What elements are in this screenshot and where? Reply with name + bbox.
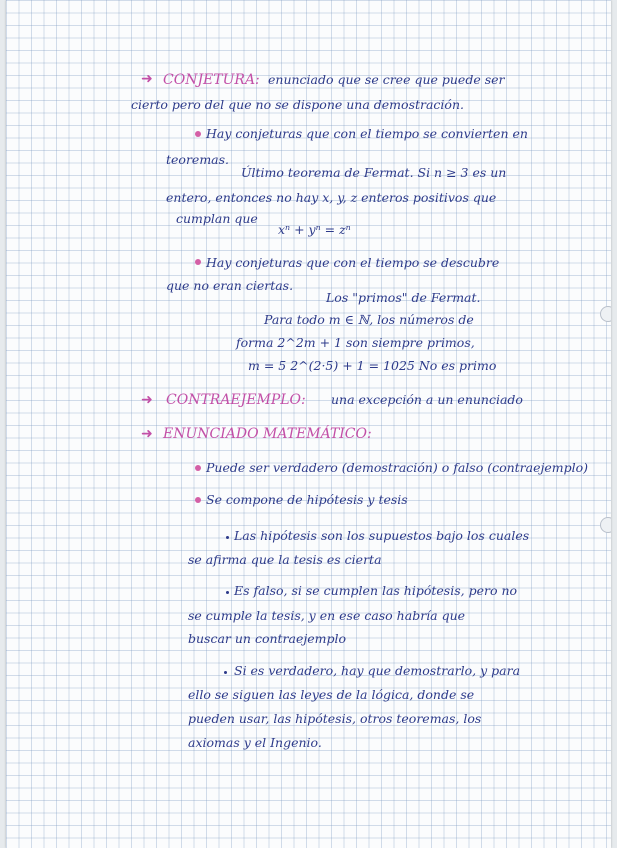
- note-line: m = 5 2^(2·5) + 1 = 1025 No es primo: [248, 358, 497, 373]
- sub-bullet-icon: [226, 536, 229, 539]
- arrow-icon: ➜: [141, 71, 153, 87]
- fermat-formula: xⁿ + yⁿ = zⁿ: [278, 222, 351, 237]
- sub-bullet-icon: [224, 671, 227, 674]
- note-line: forma 2^2m + 1 son siempre primos,: [236, 335, 475, 350]
- sub-bullet-icon: [226, 591, 229, 594]
- conjetura-term: CONJETURA:: [163, 72, 260, 88]
- bullet-icon: [195, 259, 201, 265]
- note-line: Para todo m ∈ ℕ, los números de: [264, 312, 474, 327]
- note-line: Hay conjeturas que con el tiempo se convierten en: [206, 126, 528, 141]
- note-line: se afirma que la tesis es cierta: [188, 552, 382, 567]
- notebook-page: [6, 0, 611, 848]
- bullet-icon: [195, 465, 201, 471]
- note-line: Si es verdadero, hay que demostrarlo, y para: [234, 663, 521, 678]
- note-line: se cumple la tesis, y en ese caso habría que: [188, 608, 466, 623]
- contraejemplo-definition: una excepción a un enunciado: [331, 392, 523, 407]
- contraejemplo-term: CONTRAEJEMPLO:: [166, 392, 306, 408]
- punch-hole: [600, 306, 611, 322]
- note-line: Puede ser verdadero (demostración) o falso (contraejemplo): [206, 460, 589, 475]
- note-line: Se compone de hipótesis y tesis: [206, 492, 408, 507]
- punch-hole: [600, 517, 611, 533]
- bullet-icon: [195, 131, 201, 137]
- conjetura-definition-line: cierto pero del que no se dispone una demostración.: [131, 97, 464, 112]
- enunciado-term: ENUNCIADO MATEMÁTICO:: [163, 426, 372, 442]
- note-line: teoremas.: [166, 152, 230, 167]
- note-line: Las hipótesis son los supuestos bajo los cuales: [234, 528, 530, 543]
- note-line: Los "primos" de Fermat.: [326, 290, 481, 305]
- note-line: Es falso, si se cumplen las hipótesis, pero no: [234, 583, 518, 598]
- note-line: axiomas y el Ingenio.: [188, 735, 322, 750]
- note-line: entero, entonces no hay x, y, z enteros positivos que: [166, 190, 497, 205]
- conjetura-definition-line: enunciado que se cree que puede ser: [268, 72, 505, 87]
- bullet-icon: [195, 497, 201, 503]
- arrow-icon: ➜: [141, 392, 153, 408]
- note-line: que no eran ciertas.: [166, 278, 294, 293]
- fermat-theorem-line: Último teorema de Fermat. Si n ≥ 3 es un: [241, 165, 507, 180]
- note-line: buscar un contraejemplo: [188, 631, 347, 646]
- arrow-icon: ➜: [141, 426, 153, 442]
- note-line: Hay conjeturas que con el tiempo se descubre: [206, 255, 500, 270]
- note-line: cumplan que: [176, 211, 258, 226]
- note-line: ello se siguen las leyes de la lógica, donde se: [188, 687, 475, 702]
- note-line: pueden usar, las hipótesis, otros teoremas, los: [188, 711, 482, 726]
